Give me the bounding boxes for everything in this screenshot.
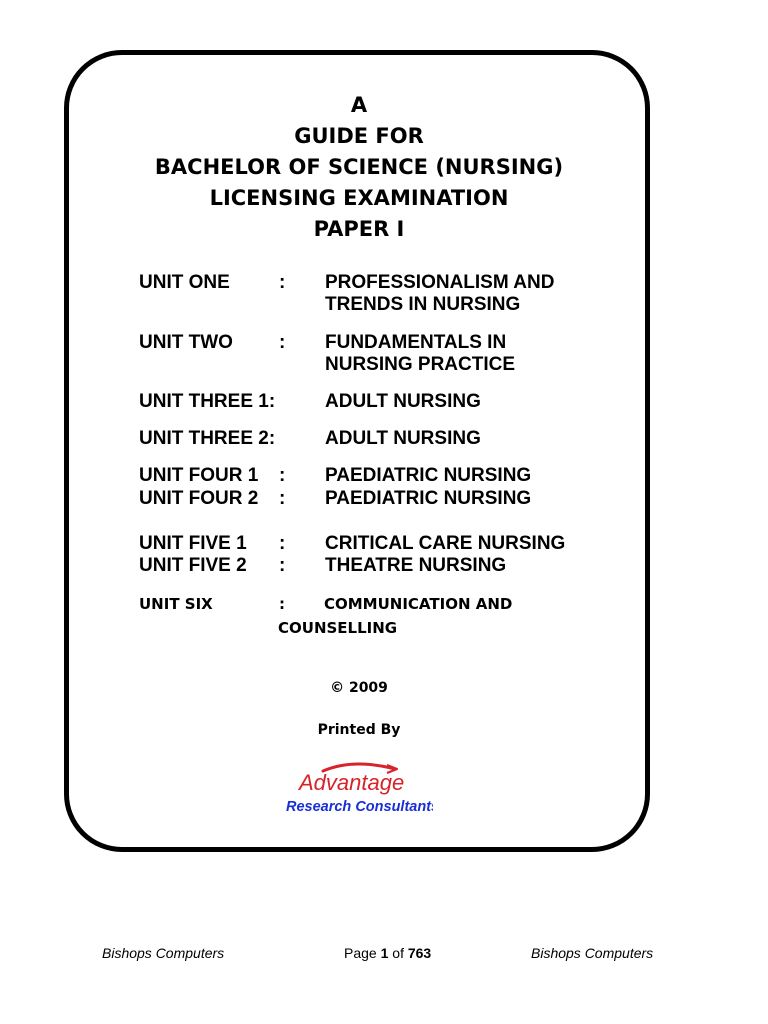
document-title bbox=[64, 90, 654, 245]
title-line: LICENSING EXAMINATION bbox=[209, 186, 509, 210]
page-current: 1 bbox=[380, 945, 389, 961]
logo-word: Advantage bbox=[299, 770, 405, 795]
unit-four-2-topic: PAEDIATRIC NURSING bbox=[325, 488, 532, 509]
advantage-swoosh-logo-icon bbox=[283, 760, 433, 818]
unit-four-1-topic: PAEDIATRIC NURSING bbox=[325, 465, 532, 486]
title-line: GUIDE FOR bbox=[294, 124, 424, 148]
unit-five-2-label: UNIT FIVE 2 bbox=[139, 555, 247, 576]
unit-three-1-label: UNIT THREE 1: bbox=[139, 391, 276, 412]
footer-right-text: Bishops Computers bbox=[531, 945, 654, 961]
footer-page-number bbox=[344, 945, 431, 961]
unit-five-1-topic: CRITICAL CARE NURSING bbox=[325, 533, 566, 554]
unit-two-colon: : bbox=[279, 332, 286, 353]
unit-one-topic: TRENDS IN NURSING bbox=[325, 294, 521, 315]
unit-four-1-colon: : bbox=[279, 465, 286, 486]
footer-left-text: Bishops Computers bbox=[102, 945, 225, 961]
unit-four-2-colon: : bbox=[279, 488, 286, 509]
unit-five-1-colon: : bbox=[279, 533, 286, 554]
unit-five-2-colon: : bbox=[279, 555, 286, 576]
page-of: of bbox=[392, 945, 404, 961]
logo-tagline: Research Consultants bbox=[286, 799, 433, 815]
unit-five-1-label: UNIT FIVE 1 bbox=[139, 533, 247, 554]
printed-by-text: Printed By bbox=[317, 722, 401, 738]
advantage-logo bbox=[283, 760, 433, 818]
unit-five-2-topic: THEATRE NURSING bbox=[325, 555, 507, 576]
unit-six-colon: : bbox=[279, 595, 285, 613]
unit-one-label: UNIT ONE bbox=[139, 272, 230, 293]
unit-two-topic: NURSING PRACTICE bbox=[325, 354, 516, 375]
unit-six-topic: COUNSELLING bbox=[278, 619, 398, 637]
unit-six-topic: COMMUNICATION AND bbox=[324, 595, 513, 613]
title-line: A bbox=[350, 93, 368, 117]
copyright-text: © 2009 bbox=[330, 680, 388, 696]
page-total: 763 bbox=[407, 945, 432, 961]
unit-two-label: UNIT TWO bbox=[139, 332, 233, 353]
unit-four-1-label: UNIT FOUR 1 bbox=[139, 465, 259, 486]
title-line: BACHELOR OF SCIENCE (NURSING) bbox=[154, 155, 564, 179]
unit-one-colon: : bbox=[279, 272, 286, 293]
unit-four-2-label: UNIT FOUR 2 bbox=[139, 488, 259, 509]
unit-two-topic: FUNDAMENTALS IN bbox=[325, 332, 507, 353]
title-line: PAPER I bbox=[313, 217, 405, 241]
unit-one-topic: PROFESSIONALISM AND bbox=[325, 272, 555, 293]
page-label: Page bbox=[344, 945, 377, 961]
unit-three-2-label: UNIT THREE 2: bbox=[139, 428, 276, 449]
unit-three-1-topic: ADULT NURSING bbox=[325, 391, 481, 412]
unit-three-2-topic: ADULT NURSING bbox=[325, 428, 481, 449]
unit-six-label: UNIT SIX bbox=[139, 595, 213, 613]
